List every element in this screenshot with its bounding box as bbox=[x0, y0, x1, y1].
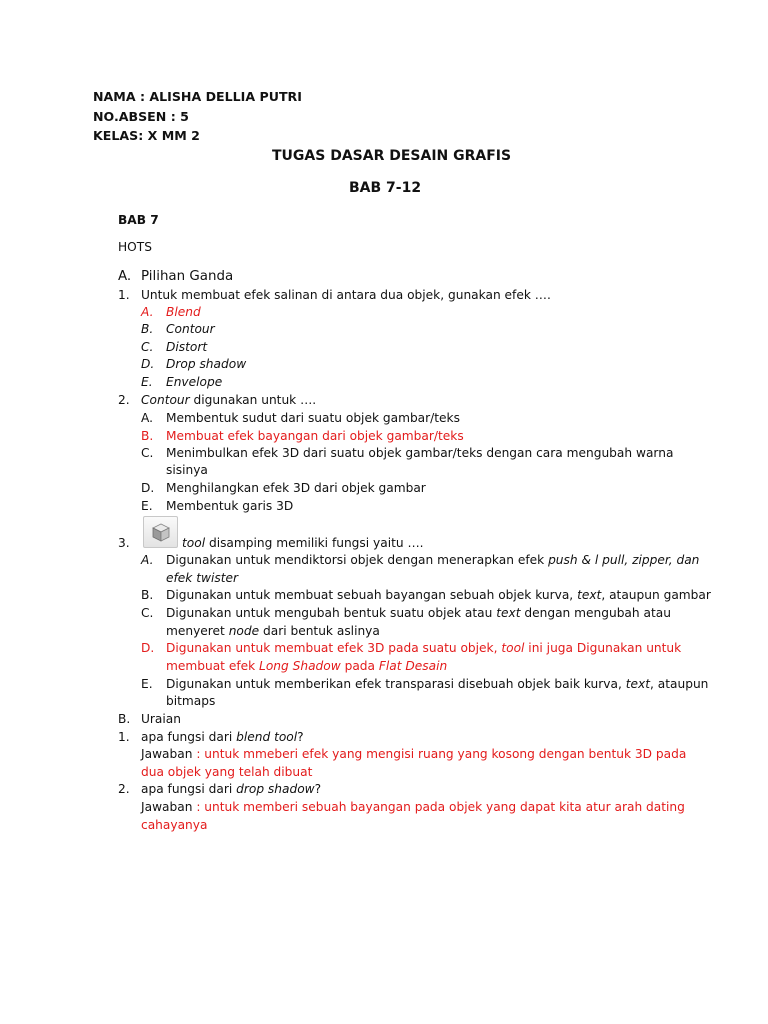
q3-option-a-marker: A. bbox=[141, 553, 154, 567]
chapter-label: BAB 7 bbox=[118, 213, 159, 227]
q3-option-d bbox=[166, 640, 681, 657]
u1-question-mark: ? bbox=[297, 730, 304, 744]
q3-option-c-italic: text bbox=[496, 606, 521, 620]
q3-option-c-text: Digunakan untuk mengubah bentuk suatu objek atau bbox=[166, 606, 497, 620]
q3-number: 3. bbox=[118, 536, 130, 550]
q2-option-e-marker: E. bbox=[141, 499, 153, 513]
q3-option-b bbox=[166, 587, 711, 604]
q2-option-a: Membentuk sudut dari suatu objek gambar/teks bbox=[166, 411, 460, 425]
u2-question-italic: drop shadow bbox=[236, 782, 315, 796]
u1-answer-cont: dua objek yang telah dibuat bbox=[141, 765, 313, 779]
u1-answer bbox=[141, 746, 686, 763]
q2-text-rest: digunakan untuk …. bbox=[189, 393, 317, 407]
student-number: NO.ABSEN : 5 bbox=[93, 109, 189, 124]
q3-option-a bbox=[166, 552, 699, 569]
q2-option-d: Menghilangkan efek 3D dari objek gambar bbox=[166, 481, 426, 495]
q3-option-e-marker: E. bbox=[141, 677, 153, 691]
u1-answer-text: : untuk mmeberi efek yang mengisi ruang yang kosong dengan bentuk 3D pada bbox=[196, 747, 687, 761]
u2-answer-cont: cahayanya bbox=[141, 818, 208, 832]
q3-tool-word: tool bbox=[182, 536, 206, 550]
u2-number: 2. bbox=[118, 782, 130, 796]
hots-label: HOTS bbox=[118, 240, 152, 254]
q3-option-e-rest: , ataupun bbox=[650, 677, 709, 691]
q1-number: 1. bbox=[118, 288, 130, 302]
q2-option-b: Membuat efek bayangan dari objek gambar/teks bbox=[166, 429, 464, 443]
section-a-marker: A. bbox=[118, 269, 132, 284]
q3-option-d-cont-italic2: Flat Desain bbox=[378, 659, 448, 673]
q2-option-a-marker: A. bbox=[141, 411, 153, 425]
u1-question-text: apa fungsi dari bbox=[141, 730, 237, 744]
u2-question-text: apa fungsi dari bbox=[141, 782, 237, 796]
page-subtitle: BAB 7-12 bbox=[349, 180, 422, 196]
u1-question-italic: blend tool bbox=[236, 730, 298, 744]
q2-number: 2. bbox=[118, 393, 130, 407]
q1-option-e: Envelope bbox=[166, 375, 223, 389]
page-title: TUGAS DASAR DESAIN GRAFIS bbox=[272, 148, 512, 164]
q3-option-e-text: Digunakan untuk memberikan efek transparasi disebuah objek baik kurva, bbox=[166, 677, 626, 691]
u1-answer-label: Jawaban bbox=[141, 747, 197, 761]
q2-option-d-marker: D. bbox=[141, 481, 155, 495]
q3-option-d-italic: tool bbox=[501, 641, 525, 655]
q3-option-d-cont bbox=[166, 658, 447, 675]
q3-option-b-rest: , ataupun gambar bbox=[601, 588, 711, 602]
q3-option-d-rest: ini juga Digunakan untuk bbox=[524, 641, 682, 655]
q2-option-c: Menimbulkan efek 3D dari suatu objek gambar/teks dengan cara mengubah warna bbox=[166, 446, 674, 460]
u1-number: 1. bbox=[118, 730, 130, 744]
q1-option-b-marker: B. bbox=[141, 322, 154, 336]
student-name: NAMA : ALISHA DELLIA PUTRI bbox=[93, 89, 302, 104]
u2-answer-label: Jawaban bbox=[141, 800, 197, 814]
q1-option-e-marker: E. bbox=[141, 375, 153, 389]
q2-text-italic: Contour bbox=[141, 393, 190, 407]
q3-option-b-italic: text bbox=[577, 588, 602, 602]
q3-option-c bbox=[166, 605, 671, 622]
q3-option-c-rest: dengan mengubah atau bbox=[520, 606, 671, 620]
q3-option-d-cont-italic: Long Shadow bbox=[259, 659, 341, 673]
u2-question-mark: ? bbox=[314, 782, 322, 796]
q1-text: Untuk membuat efek salinan di antara dua objek, gunakan efek …. bbox=[141, 288, 551, 302]
q3-option-a-italic: push & l pull, zipper, dan bbox=[548, 553, 700, 567]
section-b-marker: B. bbox=[118, 712, 131, 726]
q1-option-a: Blend bbox=[166, 305, 201, 319]
q2-text bbox=[141, 392, 316, 409]
q1-option-b: Contour bbox=[166, 322, 215, 336]
q1-option-a-marker: A. bbox=[141, 305, 154, 319]
q3-option-b-text: Digunakan untuk membuat sebuah bayangan sebuah objek kurva, bbox=[166, 588, 578, 602]
q3-option-c-cont-italic: node bbox=[228, 624, 260, 638]
q2-option-c-marker: C. bbox=[141, 446, 154, 460]
q3-option-c-marker: C. bbox=[141, 606, 154, 620]
q3-option-d-cont-a: membuat efek bbox=[166, 659, 260, 673]
q3-option-a-cont: efek twister bbox=[166, 571, 238, 585]
q3-option-c-cont bbox=[166, 623, 380, 640]
q2-option-c-cont: sisinya bbox=[166, 463, 208, 477]
q2-option-b-marker: B. bbox=[141, 429, 154, 443]
u2-question bbox=[141, 781, 321, 798]
q1-option-c: Distort bbox=[166, 340, 208, 354]
u2-answer bbox=[141, 799, 685, 816]
u1-question bbox=[141, 729, 304, 746]
q3-option-d-text: Digunakan untuk membuat efek 3D pada suatu objek, bbox=[166, 641, 502, 655]
q3-option-c-cont-a: menyeret bbox=[166, 624, 229, 638]
q3-text-rest: disamping memiliki fungsi yaitu …. bbox=[205, 536, 424, 550]
q2-option-e: Membentuk garis 3D bbox=[166, 499, 294, 513]
q3-option-d-cont-mid: pada bbox=[340, 659, 379, 673]
student-class: KELAS: X MM 2 bbox=[93, 128, 200, 143]
q3-option-a-text: Digunakan untuk mendiktorsi objek dengan menerapkan efek bbox=[166, 553, 549, 567]
q3-text bbox=[182, 535, 424, 552]
q3-option-e-cont: bitmaps bbox=[166, 694, 216, 708]
q1-option-d-marker: D. bbox=[141, 357, 155, 371]
q3-option-c-cont-rest: dari bentuk aslinya bbox=[259, 624, 380, 638]
q1-option-c-marker: C. bbox=[141, 340, 154, 354]
section-a-label: Pilihan Ganda bbox=[141, 269, 234, 284]
q3-option-b-marker: B. bbox=[141, 588, 154, 602]
section-b-label: Uraian bbox=[141, 712, 181, 726]
q3-option-e-italic: text bbox=[625, 677, 651, 691]
u2-answer-text: : untuk memberi sebuah bayangan pada objek yang dapat kita atur arah dating bbox=[196, 800, 685, 814]
extrude-tool-icon bbox=[143, 516, 178, 548]
q3-option-e bbox=[166, 676, 708, 693]
q3-option-d-marker: D. bbox=[141, 641, 155, 655]
q1-option-d: Drop shadow bbox=[166, 357, 247, 371]
